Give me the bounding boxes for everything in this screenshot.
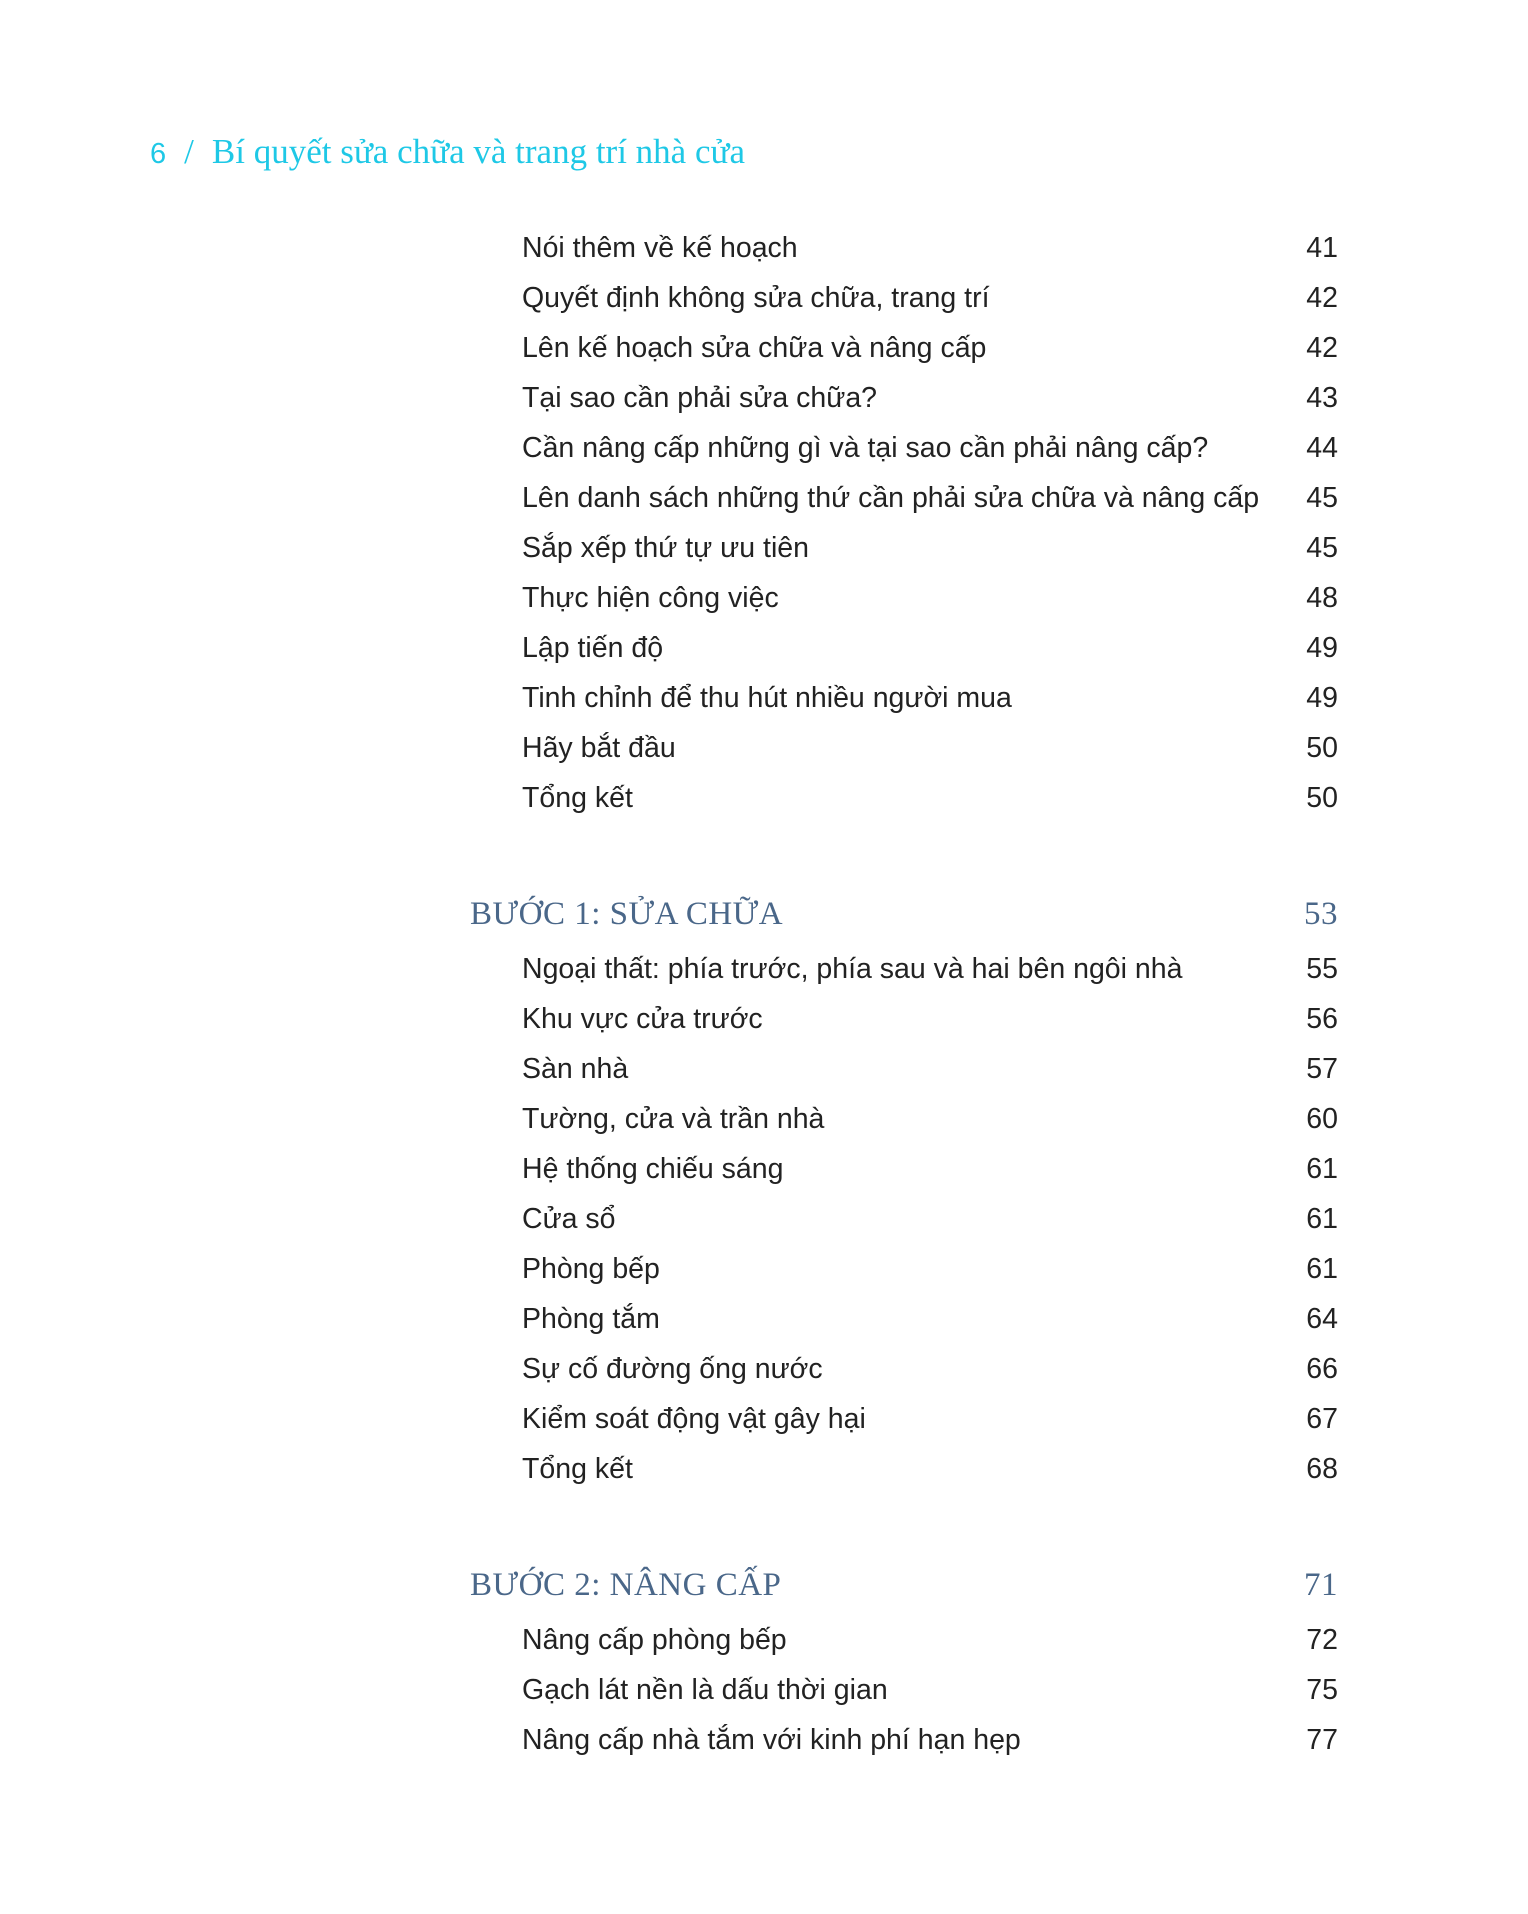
section-heading-title: BƯỚC 1: SỬA CHỮA	[470, 896, 784, 932]
toc-entry[interactable]	[522, 1349, 1338, 1389]
running-head-separator: /	[184, 132, 194, 171]
toc-entry-title: Lên danh sách những thứ cần phải sửa chữa và nâng cấp	[522, 482, 1260, 514]
toc-entry[interactable]	[522, 1249, 1338, 1289]
toc-entry-title: Phòng tắm	[522, 1303, 660, 1335]
toc-entry[interactable]	[522, 999, 1338, 1039]
toc-entry-title: Tinh chỉnh để thu hút nhiều người mua	[522, 682, 1012, 714]
section-heading-step-1[interactable]	[470, 892, 1338, 936]
toc-entry[interactable]	[522, 1099, 1338, 1139]
toc-entry-title: Sự cố đường ống nước	[522, 1353, 823, 1385]
toc-entry[interactable]	[522, 949, 1338, 989]
toc-entry-page: 44	[1306, 432, 1338, 464]
toc-entry-page: 72	[1306, 1624, 1338, 1656]
toc-entry-title: Cửa sổ	[522, 1203, 616, 1235]
toc-entry[interactable]	[522, 628, 1338, 668]
toc-entry[interactable]	[522, 1049, 1338, 1089]
toc-entry-page: 60	[1306, 1103, 1338, 1135]
toc-entry-title: Tường, cửa và trần nhà	[522, 1103, 825, 1135]
toc-entry[interactable]	[522, 1149, 1338, 1189]
book-title: Bí quyết sửa chữa và trang trí nhà cửa	[211, 132, 745, 171]
toc-entry[interactable]	[522, 1399, 1338, 1439]
toc-entry-title: Tại sao cần phải sửa chữa?	[522, 382, 878, 414]
toc-entry-title: Tổng kết	[522, 1453, 633, 1485]
toc-entry[interactable]	[522, 1620, 1338, 1660]
toc-entry-page: 42	[1306, 282, 1338, 314]
toc-entry[interactable]	[522, 278, 1338, 318]
toc-entry-page: 42	[1306, 332, 1338, 364]
toc-entry-page: 50	[1306, 732, 1338, 764]
toc-entry[interactable]	[522, 578, 1338, 618]
toc-entry-title: Gạch lát nền là dấu thời gian	[522, 1674, 888, 1706]
toc-entry-page: 57	[1306, 1053, 1338, 1085]
toc-entry-page: 67	[1306, 1403, 1338, 1435]
toc-entry-title: Phòng bếp	[522, 1253, 660, 1285]
toc-entry-title: Khu vực cửa trước	[522, 1003, 763, 1035]
toc-entry-page: 41	[1306, 232, 1338, 264]
toc-entry[interactable]	[522, 1299, 1338, 1339]
toc-entry-page: 77	[1306, 1724, 1338, 1756]
toc-entry-page: 43	[1306, 382, 1338, 414]
section-heading-step-2[interactable]	[470, 1563, 1338, 1607]
section-heading-page: 71	[1304, 1567, 1338, 1603]
toc-entry-title: Nâng cấp nhà tắm với kinh phí hạn hẹp	[522, 1724, 1021, 1756]
toc-entry-page: 48	[1306, 582, 1338, 614]
toc-entry-page: 64	[1306, 1303, 1338, 1335]
toc-entry-page: 45	[1306, 532, 1338, 564]
toc-entry[interactable]	[522, 678, 1338, 718]
toc-entry[interactable]	[522, 378, 1338, 418]
page-number: 6	[150, 138, 167, 170]
toc-entry-title: Thực hiện công việc	[522, 582, 779, 614]
toc-entry[interactable]	[522, 228, 1338, 268]
toc-entry-page: 61	[1306, 1153, 1338, 1185]
toc-entry[interactable]	[522, 1720, 1338, 1760]
running-head	[150, 132, 745, 172]
toc-entry-page: 55	[1306, 953, 1338, 985]
toc-entry-title: Tổng kết	[522, 782, 633, 814]
toc-entry[interactable]	[522, 478, 1338, 518]
toc-entry-title: Sắp xếp thứ tự ưu tiên	[522, 532, 809, 564]
toc-entry-title: Cần nâng cấp những gì và tại sao cần phải nâng cấp?	[522, 432, 1209, 464]
toc-entry-page: 68	[1306, 1453, 1338, 1485]
toc-entry-title: Lập tiến độ	[522, 632, 664, 664]
toc-entry-page: 45	[1306, 482, 1338, 514]
toc-entry-title: Sàn nhà	[522, 1053, 629, 1085]
section-heading-page: 53	[1304, 896, 1338, 932]
toc-entry-title: Quyết định không sửa chữa, trang trí	[522, 282, 990, 314]
toc-entry-page: 61	[1306, 1203, 1338, 1235]
toc-entry-title: Ngoại thất: phía trước, phía sau và hai bên ngôi nhà	[522, 953, 1183, 985]
toc-entry-page: 50	[1306, 782, 1338, 814]
toc-entry[interactable]	[522, 328, 1338, 368]
toc-entry[interactable]	[522, 778, 1338, 818]
toc-entry-title: Hệ thống chiếu sáng	[522, 1153, 784, 1185]
toc-entry[interactable]	[522, 728, 1338, 768]
toc-entry-page: 66	[1306, 1353, 1338, 1385]
section-heading-title: BƯỚC 2: NÂNG CẤP	[470, 1567, 782, 1603]
toc-entry-title: Nâng cấp phòng bếp	[522, 1624, 787, 1656]
toc-entry[interactable]	[522, 1449, 1338, 1489]
toc-entry[interactable]	[522, 428, 1338, 468]
toc-entry-page: 56	[1306, 1003, 1338, 1035]
toc-entry-page: 75	[1306, 1674, 1338, 1706]
toc-entry-title: Hãy bắt đầu	[522, 732, 676, 764]
toc-entry[interactable]	[522, 1199, 1338, 1239]
toc-entry-title: Kiểm soát động vật gây hại	[522, 1403, 866, 1435]
toc-entry[interactable]	[522, 528, 1338, 568]
toc-entry-title: Lên kế hoạch sửa chữa và nâng cấp	[522, 332, 987, 364]
toc-entry-title: Nói thêm về kế hoạch	[522, 232, 798, 264]
toc-entry-page: 61	[1306, 1253, 1338, 1285]
toc-entry-page: 49	[1306, 632, 1338, 664]
toc-entry[interactable]	[522, 1670, 1338, 1710]
toc-entry-page: 49	[1306, 682, 1338, 714]
